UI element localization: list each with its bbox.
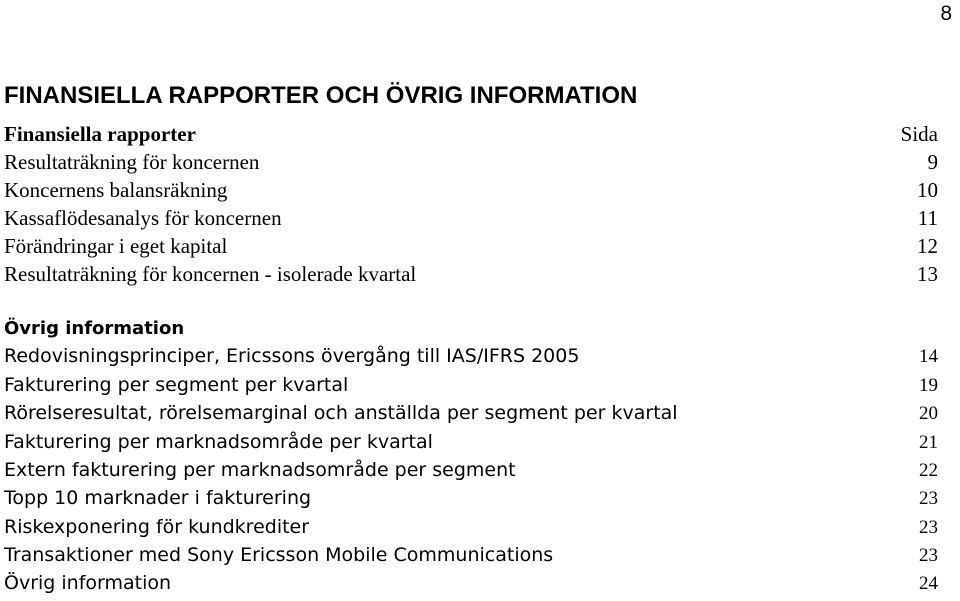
page-number: 8: [940, 2, 952, 25]
toc-page: 21: [919, 432, 938, 453]
toc-row[interactable]: [4, 402, 938, 425]
toc-page: 23: [919, 517, 938, 538]
toc-label: Fakturering per segment per kvartal: [4, 374, 349, 396]
toc-label: Transaktioner med Sony Ericsson Mobile Communications: [4, 544, 554, 566]
toc-page: 23: [919, 488, 938, 509]
toc-label: Resultaträkning för koncernen - isolerade kvartal: [4, 262, 417, 286]
toc-row[interactable]: [4, 345, 938, 368]
other-information-heading: Övrig information: [4, 318, 185, 339]
toc-row[interactable]: [4, 178, 938, 203]
toc-page: 10: [917, 178, 938, 202]
toc-page: 12: [917, 234, 938, 258]
toc-page: 14: [919, 346, 938, 367]
toc-row[interactable]: [4, 234, 938, 259]
other-information-heading-row: [4, 318, 938, 339]
toc-row[interactable]: [4, 262, 938, 287]
toc-row[interactable]: [4, 150, 938, 175]
toc-row[interactable]: [4, 431, 938, 454]
toc-page: 24: [919, 573, 938, 594]
toc-page: 19: [919, 375, 938, 396]
toc-row[interactable]: [4, 544, 938, 567]
toc-page: 11: [917, 206, 938, 230]
financial-reports-heading: Finansiella rapporter: [4, 122, 196, 146]
toc-row[interactable]: [4, 487, 938, 510]
toc-label: Förändringar i eget kapital: [4, 234, 228, 258]
toc-row[interactable]: [4, 206, 938, 231]
toc-row[interactable]: [4, 374, 938, 397]
toc-page: 23: [919, 545, 938, 566]
toc-page: 9: [927, 150, 938, 174]
page-column-label: Sida: [900, 122, 938, 146]
toc-label: Riskexponering för kundkrediter: [4, 516, 310, 538]
toc-label: Koncernens balansräkning: [4, 178, 228, 202]
toc-page: 20: [919, 403, 938, 424]
toc-label: Resultaträkning för koncernen: [4, 150, 260, 174]
toc-label: Övrig information: [4, 572, 172, 594]
toc-label: Kassaflödesanalys för koncernen: [4, 206, 282, 230]
toc-label: Fakturering per marknadsområde per kvartal: [4, 431, 433, 453]
toc-row[interactable]: [4, 459, 938, 482]
toc-page: 22: [919, 460, 938, 481]
financial-reports-heading-row: [4, 122, 938, 147]
toc-label: Redovisningsprinciper, Ericssons övergång till IAS/IFRS 2005: [4, 345, 580, 367]
toc-page: 13: [917, 262, 938, 286]
toc-row[interactable]: [4, 572, 938, 595]
toc-row[interactable]: [4, 516, 938, 539]
toc-label: Extern fakturering per marknadsområde per segment: [4, 459, 516, 481]
document-title: FINANSIELLA RAPPORTER OCH ÖVRIG INFORMATION: [4, 82, 638, 109]
toc-label: Topp 10 marknader i fakturering: [4, 487, 312, 509]
toc-label: Rörelseresultat, rörelsemarginal och anställda per segment per kvartal: [4, 402, 678, 424]
